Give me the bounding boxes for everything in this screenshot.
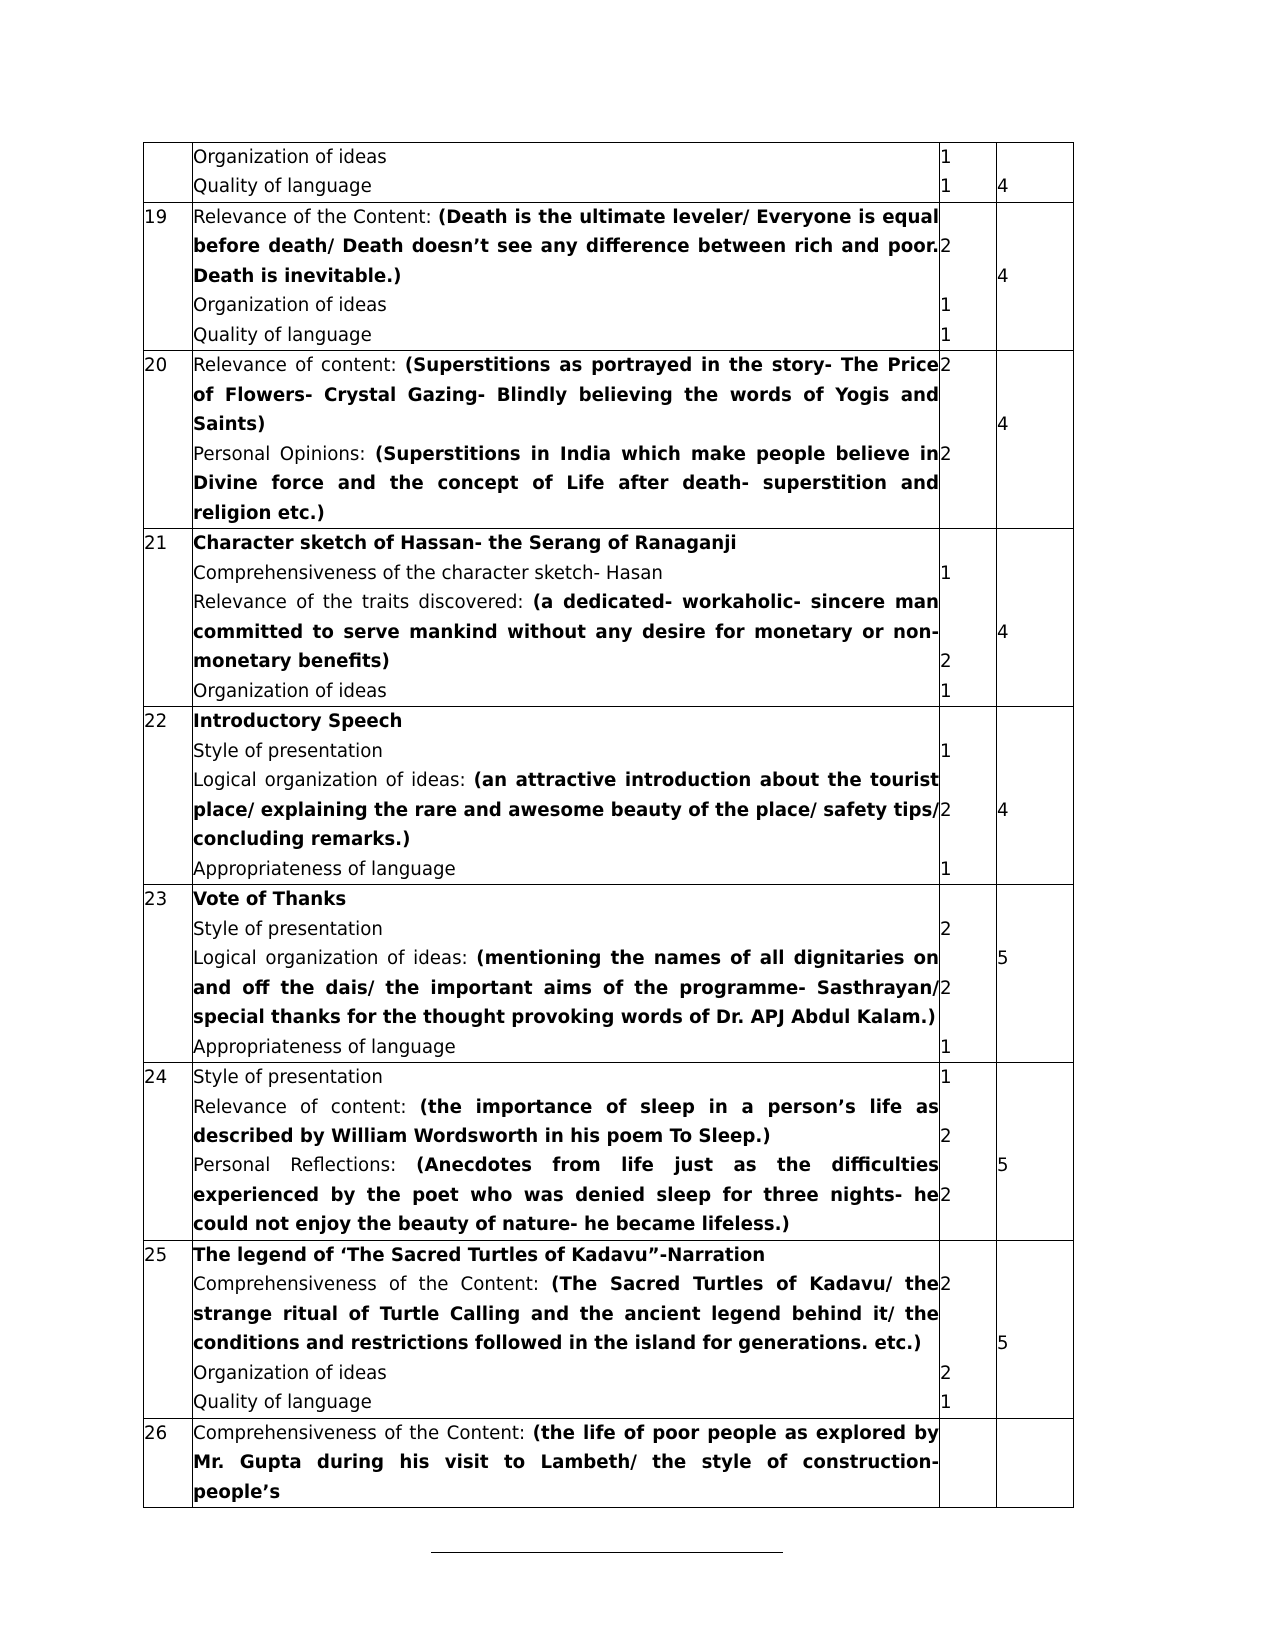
question-number xyxy=(144,143,193,203)
total-marks xyxy=(997,707,1074,885)
criteria-detail: (a dedicated- workaholic- sincere man committed to serve mankind without any desire for monetary or non-monetary benefits) xyxy=(193,592,939,673)
total-mark-value: 4 xyxy=(997,414,1009,436)
criteria-description xyxy=(193,885,940,1063)
criteria-line: Quality of language xyxy=(193,324,372,346)
criteria-description xyxy=(193,1418,940,1507)
criteria-detail: (The Sacred Turtles of Kadavu/ the strange ritual of Turtle Calling and the ancient legend behind it/ the conditions and restrictions followed in the island for generations. etc.) xyxy=(193,1274,939,1355)
criteria-line: Organization of ideas xyxy=(193,147,387,168)
sub-mark-value: 1 xyxy=(940,1036,952,1058)
criteria-label: Logical organization of ideas: xyxy=(193,770,474,792)
sub-mark-value: 2 xyxy=(940,1125,952,1147)
sub-mark-value: 2 xyxy=(940,918,952,940)
sub-marks xyxy=(940,351,997,529)
table-row xyxy=(144,885,1074,1063)
criteria-label: Relevance of content: xyxy=(193,1096,420,1118)
criteria-detail: (the life of poor people as explored by Mr. Gupta during his visit to Lambeth/ the style of construction- people’s xyxy=(193,1422,940,1503)
sub-mark-value: 2 xyxy=(940,651,952,673)
sub-marks xyxy=(940,202,997,350)
criteria-line: Style of presentation xyxy=(193,740,383,762)
criteria-description xyxy=(193,1240,940,1418)
sub-marks xyxy=(940,885,997,1063)
criteria-line: Organization of ideas xyxy=(193,1362,387,1384)
total-marks xyxy=(997,529,1074,707)
sub-mark-value: 2 xyxy=(940,236,952,258)
sub-mark-value: 1 xyxy=(940,324,952,346)
criteria-label: Relevance of the traits discovered: xyxy=(193,592,533,614)
criteria-line: Style of presentation xyxy=(193,918,383,940)
criteria-detail: (the importance of sleep in a person’s life as described by William Wordsworth in his poem To Sleep.) xyxy=(193,1096,939,1147)
criteria-description xyxy=(193,1063,940,1241)
total-mark-value: 4 xyxy=(997,265,1009,287)
sub-marks xyxy=(940,1240,997,1418)
table-row xyxy=(144,1240,1074,1418)
criteria-line: Organization of ideas xyxy=(193,295,387,317)
criteria-description xyxy=(193,351,940,529)
question-number: 22 xyxy=(144,707,193,885)
sub-marks xyxy=(940,529,997,707)
sub-mark-value: 1 xyxy=(940,147,952,168)
total-marks xyxy=(997,202,1074,350)
criteria-heading: Vote of Thanks xyxy=(193,889,347,911)
marks-scheme-table xyxy=(143,142,1074,1508)
sub-mark-value: 1 xyxy=(940,680,952,702)
criteria-detail: (an attractive introduction about the tourist place/ explaining the rare and awesome beauty of the place/ safety tips/ concluding remarks.) xyxy=(193,770,939,851)
total-marks xyxy=(997,351,1074,529)
sub-mark-value: 2 xyxy=(940,355,952,377)
criteria-description xyxy=(193,707,940,885)
total-mark-value: 4 xyxy=(997,176,1009,198)
table-row xyxy=(144,1418,1074,1507)
sub-mark-value: 1 xyxy=(940,1067,952,1089)
sub-mark-value: 2 xyxy=(940,1184,952,1206)
criteria-line: Appropriateness of language xyxy=(193,858,456,880)
question-number: 25 xyxy=(144,1240,193,1418)
total-mark-value: 4 xyxy=(997,799,1009,821)
criteria-heading: The legend of ‘The Sacred Turtles of Kadavu”-Narration xyxy=(193,1244,766,1266)
criteria-description xyxy=(193,143,940,203)
criteria-label: Relevance of content: xyxy=(193,355,405,377)
total-mark-value: 5 xyxy=(997,1155,1009,1177)
total-mark-value: 4 xyxy=(997,621,1009,643)
criteria-label: Personal Opinions: xyxy=(193,443,375,465)
criteria-label: Logical organization of ideas: xyxy=(193,948,477,970)
total-marks xyxy=(997,143,1074,203)
sub-marks xyxy=(940,1063,997,1241)
criteria-line: Comprehensiveness of the character sketch- Hasan xyxy=(193,562,663,584)
sub-marks xyxy=(940,143,997,203)
criteria-line xyxy=(193,1151,939,1239)
criteria-detail: (Superstitions in India which make people believe in Divine force and the concept of Life after death- superstition and religion etc.) xyxy=(193,443,939,524)
criteria-description xyxy=(193,202,940,350)
sub-mark-value: 1 xyxy=(940,295,952,317)
criteria-line: Quality of language xyxy=(193,176,372,198)
question-number: 23 xyxy=(144,885,193,1063)
criteria-label: Comprehensiveness of the Content: xyxy=(193,1422,533,1444)
criteria-description xyxy=(193,529,940,707)
criteria-line xyxy=(193,440,939,528)
question-number: 26 xyxy=(144,1418,193,1507)
question-number: 24 xyxy=(144,1063,193,1241)
criteria-heading: Introductory Speech xyxy=(193,711,403,733)
criteria-heading: Character sketch of Hassan- the Serang of Ranaganji xyxy=(193,533,737,555)
criteria-line: Appropriateness of language xyxy=(193,1036,456,1058)
sub-mark-value: 1 xyxy=(940,1392,952,1414)
total-marks xyxy=(997,1240,1074,1418)
sub-mark-value: 1 xyxy=(940,176,952,198)
sub-marks xyxy=(940,707,997,885)
criteria-detail: (Superstitions as portrayed in the story- The Price of Flowers- Crystal Gazing- Blindly believing the words of Yogis and Saints) xyxy=(193,355,939,436)
criteria-detail: (Anecdotes from life just as the difficulties experienced by the poet who was denied sleep for three nights- he could not enjoy the beauty of nature- he became lifeless.) xyxy=(193,1155,939,1236)
total-marks xyxy=(997,1063,1074,1241)
table-body xyxy=(144,143,1074,1508)
table-row xyxy=(144,1063,1074,1241)
table-row xyxy=(144,529,1074,707)
total-marks xyxy=(997,1418,1074,1507)
sub-mark-value: 2 xyxy=(940,1274,952,1296)
criteria-detail: (mentioning the names of all dignitaries on and off the dais/ the important aims of the programme- Sasthrayan/ special thanks for the thought provoking words of Dr. APJ Abdul Kalam.) xyxy=(193,948,939,1029)
criteria-label: Personal Reflections: xyxy=(193,1155,417,1177)
total-marks xyxy=(997,885,1074,1063)
table-row xyxy=(144,143,1074,203)
sub-mark-value: 2 xyxy=(940,443,952,465)
sub-mark-value: 1 xyxy=(940,858,952,880)
sub-mark-value: 2 xyxy=(940,799,952,821)
table-row xyxy=(144,202,1074,350)
sub-mark-value: 2 xyxy=(940,1362,952,1384)
total-mark-value: 5 xyxy=(997,948,1009,970)
criteria-line: Quality of language xyxy=(193,1392,372,1414)
sub-mark-value: 2 xyxy=(940,977,952,999)
criteria-label: Relevance of the Content: xyxy=(193,206,438,228)
sub-marks xyxy=(940,1418,997,1507)
page-footer-rule xyxy=(431,1552,783,1553)
sub-mark-value: 1 xyxy=(940,562,952,584)
criteria-line: Style of presentation xyxy=(193,1067,383,1089)
question-number: 20 xyxy=(144,351,193,529)
criteria-label: Comprehensiveness of the Content: xyxy=(193,1274,552,1296)
criteria-line: Organization of ideas xyxy=(193,680,387,702)
table-row xyxy=(144,351,1074,529)
criteria-detail: (Death is the ultimate leveler/ Everyone is equal before death/ Death doesn’t see any difference between rich and poor. Death is inevitable.) xyxy=(193,206,939,287)
total-mark-value: 5 xyxy=(997,1333,1009,1355)
table-row xyxy=(144,707,1074,885)
question-number: 21 xyxy=(144,529,193,707)
question-number: 19 xyxy=(144,202,193,350)
sub-mark-value: 1 xyxy=(940,740,952,762)
